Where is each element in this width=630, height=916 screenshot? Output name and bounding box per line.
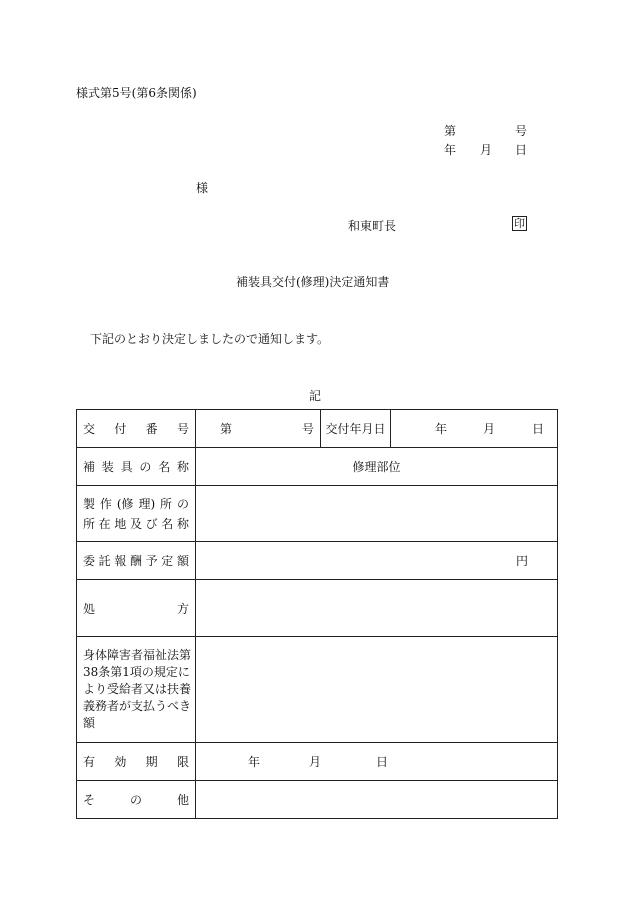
repair-part-label: 修理部位	[352, 460, 401, 474]
form-id: 様式第5号(第6条関係)	[76, 86, 197, 100]
issue-year: 年	[435, 422, 448, 436]
issue-day: 日	[532, 422, 545, 436]
label-cell	[77, 743, 196, 781]
fee-unit: 円	[515, 554, 528, 568]
label-cell	[77, 486, 196, 542]
label-other: そ の 他	[83, 793, 189, 807]
label-cell	[77, 637, 196, 743]
table-row	[77, 448, 558, 486]
issue-number-prefix: 第	[220, 422, 233, 436]
label-validity: 有 効 期 限	[83, 755, 189, 769]
issuer-name: 和東町長	[348, 219, 397, 233]
document-title: 補装具交付(修理)決定通知書	[236, 275, 390, 289]
burden-amount-cell[interactable]	[196, 637, 558, 743]
issue-number-suffix: 号	[301, 422, 314, 436]
validity-cell[interactable]	[196, 743, 558, 781]
recipient-honorific: 様	[196, 181, 209, 195]
issue-month: 月	[483, 422, 496, 436]
table-row	[77, 637, 558, 743]
date-day: 日	[515, 143, 528, 157]
date-month: 月	[480, 143, 493, 157]
issue-date-label: 交付年月日	[321, 410, 391, 448]
date-year: 年	[444, 143, 457, 157]
label-cell	[77, 448, 196, 486]
seal-mark: 印	[514, 217, 525, 230]
issue-date-cell[interactable]	[391, 410, 558, 448]
label-maker-line2: 所 在 地 及 び 名 称	[83, 517, 189, 531]
label-cell	[77, 410, 196, 448]
maker-cell[interactable]	[196, 486, 558, 542]
ki-label: 記	[309, 389, 322, 403]
table-row	[77, 743, 558, 781]
validity-year: 年	[248, 755, 261, 769]
label-cell	[77, 781, 196, 819]
validity-day: 日	[376, 755, 389, 769]
label-cell	[77, 580, 196, 637]
label-burden-amount: 身体障害者福祉法第38条第1項の規定により受給者又は扶養義務者が支払うべき額	[83, 648, 192, 730]
body-text: 下記のとおり決定しましたので通知します。	[90, 332, 330, 346]
label-maker-line1: 製 作 (修 理) 所 の	[83, 497, 189, 511]
number-suffix: 号	[515, 124, 528, 138]
fee-cell[interactable]	[196, 542, 558, 580]
label-fee: 委 託 報 酬 予 定 額	[83, 554, 189, 568]
table-row	[77, 781, 558, 819]
label-issue-number: 交 付 番 号	[83, 422, 189, 436]
repair-part-cell[interactable]	[196, 448, 558, 486]
validity-month: 月	[309, 755, 322, 769]
number-prefix: 第	[444, 124, 457, 138]
label-cell	[77, 542, 196, 580]
table-row	[77, 410, 558, 448]
label-device-name: 補 装 具 の 名 称	[83, 460, 189, 474]
decision-table	[76, 409, 558, 819]
table-row	[77, 486, 558, 542]
other-cell[interactable]	[196, 781, 558, 819]
issue-number-cell[interactable]	[196, 410, 321, 448]
table-row	[77, 542, 558, 580]
label-prescription: 処 方	[83, 601, 189, 616]
prescription-cell[interactable]	[196, 580, 558, 637]
table-row	[77, 580, 558, 637]
